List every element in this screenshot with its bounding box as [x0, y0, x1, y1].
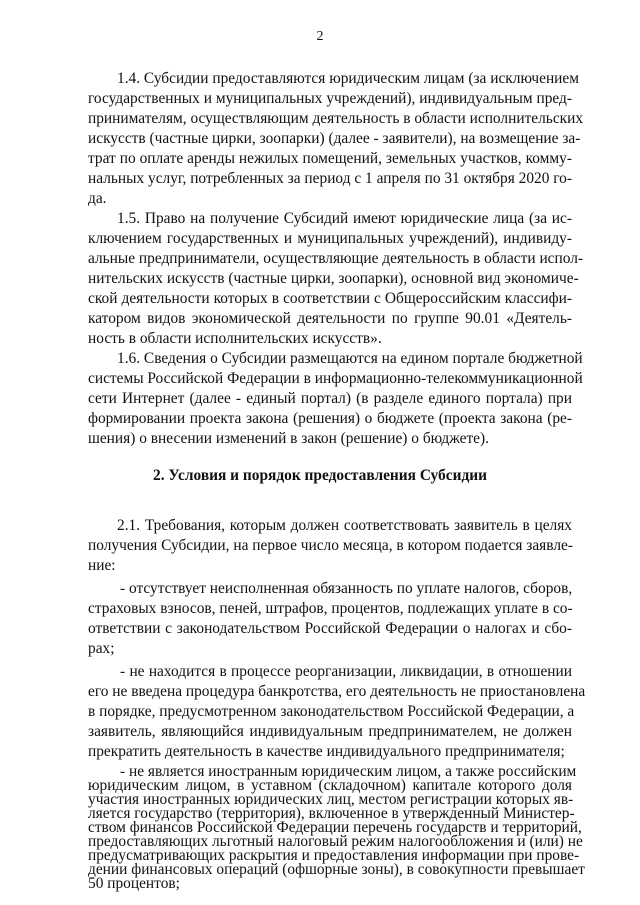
text-line: - не является иностранным юридическим лицом, а также российским — [120, 763, 577, 780]
text-line: 2.1. Требования, которым должен соответствовать заявитель в целях — [117, 517, 572, 534]
text-line: заявитель, являющийся индивидуальным предпринимателем, не должен — [88, 723, 572, 740]
text-line: ключением государственных и муниципальных учреждений), индивиду- — [88, 230, 572, 247]
text-line: предоставляющих льготный налоговый режим налогообложения и (или) не — [88, 833, 583, 850]
text-line: государственных и муниципальных учреждений), индивидуальным пред- — [88, 90, 572, 107]
text-line: трат по оплате аренды нежилых помещений, земельных участков, комму- — [88, 150, 572, 167]
text-line: альные предприниматели, осуществляющие деятельность в области испол- — [88, 250, 584, 267]
text-line: рах; — [88, 640, 115, 657]
text-line: системы Российской Федерации в информационно-телекоммуникационной — [88, 370, 583, 387]
text-line: катором видов экономической деятельности по группе 90.01 «Деятель- — [88, 310, 572, 327]
text-line: прекратить деятельность в качестве индивидуального предпринимателя; — [88, 743, 565, 760]
text-line: участия иностранных юридических лиц, местом регистрации которых яв- — [88, 791, 574, 808]
text-line: юридическим лицом, в уставном (складочном) капитале которого доля — [88, 777, 572, 794]
text-line: формировании проекта закона (решения) о бюджете (проекта закона (ре- — [88, 410, 572, 427]
text-line: - отсутствует неисполненная обязанность по уплате налогов, сборов, — [120, 580, 573, 597]
text-line: предусматривающих раскрытия и предоставления информации при прове- — [88, 847, 580, 864]
text-line: шения) о внесении изменений в закон (решение) о бюджете). — [88, 430, 489, 447]
text-line: 1.4. Субсидии предоставляются юридическим лицам (за исключением — [117, 70, 579, 87]
text-line: ством финансов Российской Федерации перечень государств и территорий, — [88, 819, 582, 836]
text-line: - не находится в процессе реорганизации, ликвидации, в отношении — [120, 663, 572, 680]
text-line: получения Субсидии, на первое число месяца, в котором подается заявле- — [88, 537, 573, 554]
text-line: его не введена процедура банкротства, его деятельность не приостановлена — [88, 683, 586, 700]
text-line: нальных услуг, потребленных за период с 1 апреля по 31 октября 2020 го- — [88, 170, 573, 187]
text-line: ответствии с законодательством Российской Федерации о налогах и сбо- — [88, 620, 572, 637]
text-line: нительских искусств (частные цирки, зоопарки), основной вид экономиче- — [88, 270, 579, 287]
text-line: 1.5. Право на получение Субсидий имеют юридические лица (за ис- — [117, 210, 572, 227]
page-number: 2 — [316, 29, 324, 44]
text-line: ской деятельности которых в соответствии с Общероссийским классифи- — [88, 290, 572, 307]
text-line: принимателям, осуществляющим деятельность в области исполнительских — [88, 110, 584, 127]
text-line: да. — [88, 190, 107, 207]
section-heading: 2. Условия и порядок предоставления Субсидии — [153, 467, 487, 484]
text-line: сети Интернет (далее - единый портал) (в разделе единого портала) при — [88, 390, 572, 407]
text-line: ность в области исполнительских искусств». — [88, 330, 382, 347]
text-line: ляется государство (территория), включенное в утвержденный Министер- — [88, 805, 575, 822]
text-line: в порядке, предусмотренном законодательством Российской Федерации, а — [88, 703, 575, 720]
text-line: 50 процентов; — [88, 875, 180, 892]
text-line: дении финансовых операций (офшорные зоны), в совокупности превышает — [88, 861, 585, 878]
text-line: 1.6. Сведения о Субсидии размещаются на едином портале бюджетной — [117, 350, 583, 367]
text-line: ние: — [88, 557, 116, 574]
text-line: искусств (частные цирки, зоопарки) (далее - заявители), на возмещение за- — [88, 130, 581, 147]
text-line: страховых взносов, пеней, штрафов, процентов, подлежащих уплате в со- — [88, 600, 573, 617]
